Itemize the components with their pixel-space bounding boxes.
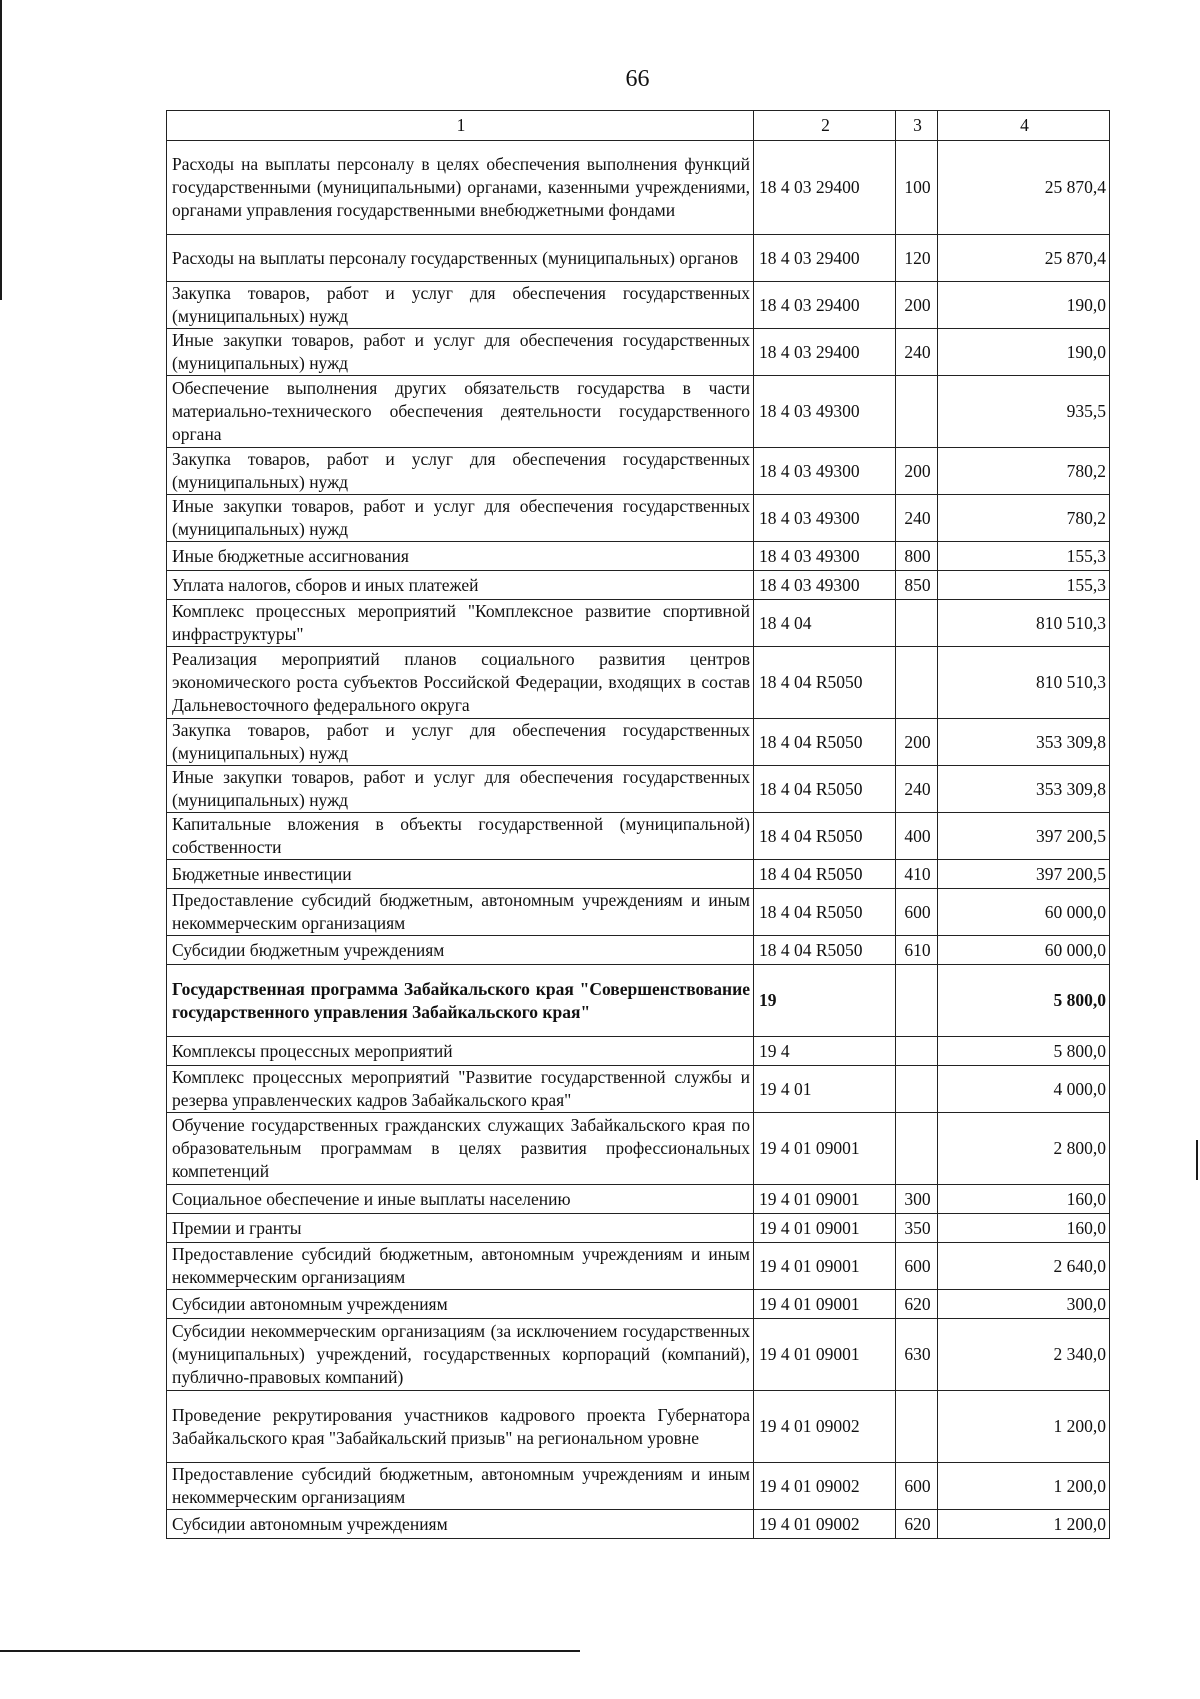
row-description: Иные закупки товаров, работ и услуг для обеспечения государственных (муниципальных) нужд [167,766,754,813]
table-row [167,329,1110,376]
row-amount: 2 340,0 [938,1319,1110,1391]
table-row [167,766,1110,813]
table-row [167,571,1110,600]
table-row [167,141,1110,235]
row-description: Иные бюджетные ассигнования [167,542,754,571]
column-header: 1 [167,111,754,141]
table-row [167,1463,1110,1510]
row-expense-type: 240 [896,766,938,813]
row-amount: 60 000,0 [938,936,1110,965]
row-amount: 1 200,0 [938,1510,1110,1539]
row-amount: 1 200,0 [938,1391,1110,1463]
row-code: 19 4 01 09001 [754,1185,896,1214]
table-row [167,889,1110,936]
row-amount: 155,3 [938,571,1110,600]
row-code: 19 4 01 09001 [754,1290,896,1319]
table-row [167,860,1110,889]
table-row [167,542,1110,571]
row-code: 18 4 03 49300 [754,571,896,600]
row-description: Закупка товаров, работ и услуг для обеспечения государственных (муниципальных) нужд [167,448,754,495]
row-expense-type [896,1037,938,1066]
row-expense-type [896,376,938,448]
row-expense-type: 240 [896,329,938,376]
row-code: 19 4 01 09002 [754,1463,896,1510]
row-code: 19 4 01 09001 [754,1243,896,1290]
table-row [167,600,1110,647]
table-row [167,1290,1110,1319]
table-row [167,495,1110,542]
row-description: Комплексы процессных мероприятий [167,1037,754,1066]
table-row [167,1243,1110,1290]
row-expense-type [896,1066,938,1113]
row-expense-type: 800 [896,542,938,571]
row-amount: 1 200,0 [938,1463,1110,1510]
table-row [167,1391,1110,1463]
row-description: Премии и гранты [167,1214,754,1243]
row-amount: 4 000,0 [938,1066,1110,1113]
row-description: Обучение государственных гражданских служащих Забайкальского края по образовательным программам в целях развития профессиональных компетенций [167,1113,754,1185]
row-amount: 780,2 [938,448,1110,495]
row-amount: 780,2 [938,495,1110,542]
row-code: 18 4 04 R5050 [754,647,896,719]
row-amount: 190,0 [938,329,1110,376]
row-description: Предоставление субсидий бюджетным, автономным учреждениям и иным некоммерческим организациям [167,1463,754,1510]
table-row [167,1185,1110,1214]
row-amount: 160,0 [938,1214,1110,1243]
row-code: 19 4 01 09002 [754,1391,896,1463]
row-code: 19 4 01 [754,1066,896,1113]
column-header: 2 [754,111,896,141]
row-code: 19 4 01 09001 [754,1319,896,1391]
row-amount: 810 510,3 [938,600,1110,647]
table-row [167,1510,1110,1539]
table-row [167,965,1110,1037]
row-code: 18 4 04 [754,600,896,647]
table-row [167,376,1110,448]
row-amount: 353 309,8 [938,766,1110,813]
row-expense-type: 350 [896,1214,938,1243]
row-amount: 935,5 [938,376,1110,448]
row-description: Бюджетные инвестиции [167,860,754,889]
row-expense-type: 120 [896,235,938,282]
row-code: 18 4 04 R5050 [754,889,896,936]
row-expense-type: 410 [896,860,938,889]
table-header-row [167,111,1110,141]
row-expense-type: 620 [896,1510,938,1539]
table-row [167,647,1110,719]
row-code: 19 4 01 09001 [754,1214,896,1243]
row-expense-type: 200 [896,448,938,495]
row-amount: 397 200,5 [938,860,1110,889]
row-description: Субсидии некоммерческим организациям (за исключением государственных (муниципальных) учреждений, государственных корпораций (компаний), публично-правовых компаний) [167,1319,754,1391]
row-description: Расходы на выплаты персоналу в целях обеспечения выполнения функций государственными (муниципальными) органами, казенными учреждениями, органами управления государственными внебюджетными фондами [167,141,754,235]
row-code: 18 4 04 R5050 [754,860,896,889]
row-expense-type: 610 [896,936,938,965]
row-code: 19 4 [754,1037,896,1066]
row-amount: 5 800,0 [938,965,1110,1037]
row-description: Иные закупки товаров, работ и услуг для обеспечения государственных (муниципальных) нужд [167,329,754,376]
row-amount: 155,3 [938,542,1110,571]
row-amount: 397 200,5 [938,813,1110,860]
row-description: Иные закупки товаров, работ и услуг для обеспечения государственных (муниципальных) нужд [167,495,754,542]
row-code: 18 4 03 49300 [754,542,896,571]
row-expense-type: 620 [896,1290,938,1319]
row-description: Субсидии автономным учреждениям [167,1510,754,1539]
row-code: 18 4 03 29400 [754,282,896,329]
row-code: 18 4 03 49300 [754,376,896,448]
row-amount: 60 000,0 [938,889,1110,936]
row-code: 18 4 03 29400 [754,141,896,235]
row-description: Социальное обеспечение и иные выплаты населению [167,1185,754,1214]
row-code: 18 4 03 29400 [754,235,896,282]
row-code: 18 4 04 R5050 [754,719,896,766]
row-description: Закупка товаров, работ и услуг для обеспечения государственных (муниципальных) нужд [167,282,754,329]
row-amount: 2 800,0 [938,1113,1110,1185]
row-expense-type [896,965,938,1037]
page-number: 66 [625,66,650,92]
row-description: Реализация мероприятий планов социального развития центров экономического роста субъектов Российской Федерации, входящих в состав Дальневосточного федерального округа [167,647,754,719]
scan-edge-line [1196,1140,1198,1180]
table-row [167,448,1110,495]
table-row [167,1319,1110,1391]
table-row [167,1066,1110,1113]
row-description: Комплекс процессных мероприятий "Комплексное развитие спортивной инфраструктуры" [167,600,754,647]
row-code: 18 4 04 R5050 [754,936,896,965]
column-header: 3 [896,111,938,141]
row-description: Закупка товаров, работ и услуг для обеспечения государственных (муниципальных) нужд [167,719,754,766]
table-row [167,1113,1110,1185]
row-description: Обеспечение выполнения других обязательств государства в части материально-технического обеспечения деятельности государственного органа [167,376,754,448]
row-code: 18 4 04 R5050 [754,766,896,813]
row-code: 18 4 04 R5050 [754,813,896,860]
row-expense-type: 600 [896,1243,938,1290]
budget-table [166,110,1110,1539]
row-code: 18 4 03 49300 [754,495,896,542]
table-row [167,282,1110,329]
row-code: 18 4 03 49300 [754,448,896,495]
table-row [167,235,1110,282]
row-code: 19 4 01 09001 [754,1113,896,1185]
row-description: Капитальные вложения в объекты государственной (муниципальной) собственности [167,813,754,860]
row-description: Субсидии бюджетным учреждениям [167,936,754,965]
row-expense-type: 200 [896,719,938,766]
row-expense-type: 850 [896,571,938,600]
row-amount: 300,0 [938,1290,1110,1319]
table-row [167,719,1110,766]
row-expense-type: 600 [896,889,938,936]
row-code: 18 4 03 29400 [754,329,896,376]
row-amount: 810 510,3 [938,647,1110,719]
row-expense-type: 240 [896,495,938,542]
row-amount: 25 870,4 [938,141,1110,235]
row-description: Субсидии автономным учреждениям [167,1290,754,1319]
table-row [167,813,1110,860]
row-expense-type [896,1391,938,1463]
row-expense-type: 300 [896,1185,938,1214]
column-header: 4 [938,111,1110,141]
row-amount: 25 870,4 [938,235,1110,282]
row-description: Проведение рекрутирования участников кадрового проекта Губернатора Забайкальского края "Забайкальский призыв" на региональном уровне [167,1391,754,1463]
row-amount: 2 640,0 [938,1243,1110,1290]
row-description: Предоставление субсидий бюджетным, автономным учреждениям и иным некоммерческим организациям [167,1243,754,1290]
row-expense-type: 600 [896,1463,938,1510]
row-description: Государственная программа Забайкальского края "Совершенствование государственного управления Забайкальского края" [167,965,754,1037]
row-description: Уплата налогов, сборов и иных платежей [167,571,754,600]
row-expense-type [896,600,938,647]
row-expense-type: 630 [896,1319,938,1391]
table-row [167,1037,1110,1066]
row-amount: 190,0 [938,282,1110,329]
row-expense-type: 100 [896,141,938,235]
row-description: Предоставление субсидий бюджетным, автономным учреждениям и иным некоммерческим организациям [167,889,754,936]
scan-edge-line [0,0,2,300]
row-amount: 160,0 [938,1185,1110,1214]
table-row [167,1214,1110,1243]
row-expense-type [896,1113,938,1185]
table-row [167,936,1110,965]
row-code: 19 4 01 09002 [754,1510,896,1539]
row-expense-type: 200 [896,282,938,329]
row-description: Комплекс процессных мероприятий "Развитие государственной службы и резерва управленческих кадров Забайкальского края" [167,1066,754,1113]
scan-edge-line [0,1650,580,1652]
row-amount: 5 800,0 [938,1037,1110,1066]
row-code: 19 [754,965,896,1037]
row-description: Расходы на выплаты персоналу государственных (муниципальных) органов [167,235,754,282]
row-expense-type: 400 [896,813,938,860]
row-amount: 353 309,8 [938,719,1110,766]
row-expense-type [896,647,938,719]
